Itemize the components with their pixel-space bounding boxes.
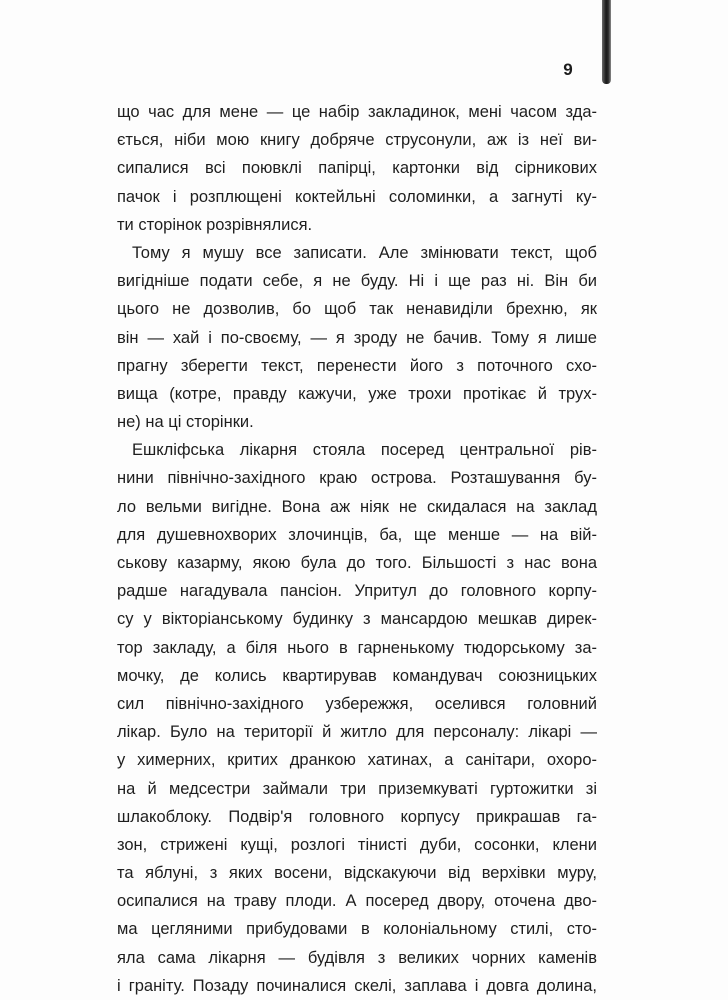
text-line: Ешкліфська лікарня стояла посеред центральної рів- <box>132 441 597 460</box>
text-line: і граніту. Позаду починалися скелі, заплава і довга долина, <box>117 976 597 995</box>
text-line: для душевнохворих злочинців, ба, ще менше — на вій- <box>117 525 597 544</box>
text-line: вигідніше подати себе, я не буду. Ні і ще раз ні. Він би <box>117 272 597 291</box>
text-line: радше нагадувала пансіон. Упритул до головного корпу- <box>117 582 597 601</box>
text-line: ма цегляними прибудовами в колоніальному стилі, сто- <box>117 920 597 939</box>
text-line: шлакоблоку. Подвір'я головного корпусу прикрашав га- <box>117 807 597 826</box>
text-line: на й медсестри займали три приземкуваті гуртожитки зі <box>117 779 597 798</box>
text-line: пачок і розплющені коктейльні соломинки, а загнуті ку- <box>117 187 597 206</box>
text-line: Тому я мушу все записати. Але змінювати текст, щоб <box>132 243 597 262</box>
text-line: мочку, де колись квартирував командувач союзницьких <box>117 666 597 685</box>
text-line: вища (котре, правду кажучи, уже трохи протікає й трух- <box>117 384 597 403</box>
text-line: осипалися на траву плоди. А посеред двору, оточена дво- <box>117 892 597 911</box>
text-line: та яблуні, з яких восени, відскакуючи від верхівки муру, <box>117 864 597 883</box>
text-line: він — хай і по-своєму, — я зроду не бачив. Тому я лише <box>117 328 597 347</box>
page-edge-mark <box>602 0 611 84</box>
body-text <box>117 98 597 1000</box>
text-line: тор закладу, а біля нього в гарненькому тюдорському за- <box>117 638 597 657</box>
text-line: ється, ніби мою книгу добряче струсонули, аж із неї ви- <box>117 131 597 150</box>
text-line: ти сторінок розрівнялися. <box>117 215 313 234</box>
text-line: ло вельми вигідне. Вона аж ніяк не скидалася на заклад <box>117 497 597 516</box>
text-line: цього не дозволив, бо щоб так ненавиділи брехню, як <box>117 300 597 319</box>
text-line: у химерних, критих дранкою хатинах, а санітари, охоро- <box>117 751 597 770</box>
text-line: лікар. Було на території й житло для персоналу: лікарі — <box>117 723 597 742</box>
text-line: зон, стрижені кущі, розлогі тінисті дуби, сосонки, клени <box>117 835 597 854</box>
text-line: що час для мене — це набір закладинок, мені часом зда- <box>117 103 597 121</box>
text-line: сил північно-західного узбережжя, оселився головний <box>117 694 597 713</box>
text-line: ськову казарму, якою була до того. Більшості з нас вона <box>117 554 597 572</box>
text-line: яла сама лікарня — будівля з великих чорних каменів <box>117 948 597 967</box>
text-line: не) на ці сторінки. <box>117 413 254 432</box>
text-line: су у вікторіанському будинку з мансардою мешкав дирек- <box>117 610 597 629</box>
text-line: сипалися всі поювклі папірці, картонки від сірникових <box>117 159 597 178</box>
text-line: прагну зберегти текст, перенести його з поточного схо- <box>117 356 597 375</box>
text-line: нини північно-західного краю острова. Розташування бу- <box>117 469 597 488</box>
page-number: 9 <box>563 60 573 79</box>
